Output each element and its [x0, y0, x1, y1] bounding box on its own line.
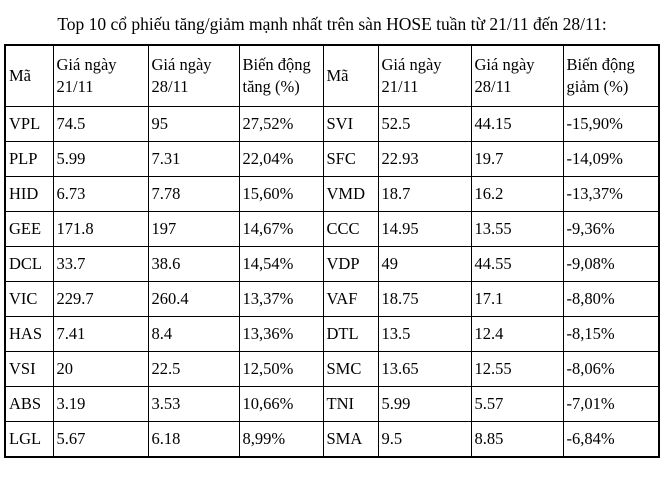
- loser-p1: 52.5: [378, 107, 471, 142]
- table-row: [5, 422, 659, 458]
- gainer-p1: 5.67: [53, 422, 148, 458]
- loser-p1: 22.93: [378, 142, 471, 177]
- table-row: [5, 107, 659, 142]
- loser-p2: 13.55: [471, 212, 563, 247]
- gainer-p1: 33.7: [53, 247, 148, 282]
- gainer-pct: 14,54%: [239, 247, 323, 282]
- gainer-p2: 260.4: [148, 282, 239, 317]
- loser-code: SMA: [323, 422, 378, 458]
- gainer-code: PLP: [5, 142, 53, 177]
- table-row: [5, 247, 659, 282]
- header-row: [5, 45, 659, 107]
- loser-code: DTL: [323, 317, 378, 352]
- loser-p1: 13.5: [378, 317, 471, 352]
- header-price-2811-losers: Giá ngày 28/11: [471, 45, 563, 107]
- loser-p2: 17.1: [471, 282, 563, 317]
- loser-pct: -8,80%: [563, 282, 659, 317]
- gainer-code: HID: [5, 177, 53, 212]
- gainer-p2: 197: [148, 212, 239, 247]
- table-row: [5, 317, 659, 352]
- loser-code: VAF: [323, 282, 378, 317]
- loser-pct: -14,09%: [563, 142, 659, 177]
- gainer-code: ABS: [5, 387, 53, 422]
- gainer-p2: 95: [148, 107, 239, 142]
- gainer-p1: 74.5: [53, 107, 148, 142]
- gainer-pct: 13,37%: [239, 282, 323, 317]
- gainer-pct: 27,52%: [239, 107, 323, 142]
- table-row: [5, 282, 659, 317]
- loser-p2: 12.55: [471, 352, 563, 387]
- gainer-pct: 13,36%: [239, 317, 323, 352]
- gainer-pct: 8,99%: [239, 422, 323, 458]
- header-code-losers: Mã: [323, 45, 378, 107]
- loser-p1: 49: [378, 247, 471, 282]
- loser-p2: 8.85: [471, 422, 563, 458]
- loser-p2: 44.55: [471, 247, 563, 282]
- gainer-p1: 5.99: [53, 142, 148, 177]
- loser-p1: 5.99: [378, 387, 471, 422]
- loser-p1: 9.5: [378, 422, 471, 458]
- loser-p2: 44.15: [471, 107, 563, 142]
- loser-pct: -13,37%: [563, 177, 659, 212]
- gainer-p1: 7.41: [53, 317, 148, 352]
- gainer-p2: 7.31: [148, 142, 239, 177]
- loser-p1: 13.65: [378, 352, 471, 387]
- table-row: [5, 177, 659, 212]
- loser-code: SVI: [323, 107, 378, 142]
- table-row: [5, 142, 659, 177]
- loser-p2: 19.7: [471, 142, 563, 177]
- loser-code: VDP: [323, 247, 378, 282]
- gainer-pct: 22,04%: [239, 142, 323, 177]
- gainer-pct: 14,67%: [239, 212, 323, 247]
- loser-code: TNI: [323, 387, 378, 422]
- gainer-p2: 6.18: [148, 422, 239, 458]
- gainer-pct: 12,50%: [239, 352, 323, 387]
- loser-pct: -7,01%: [563, 387, 659, 422]
- loser-p2: 5.57: [471, 387, 563, 422]
- gainer-p2: 8.4: [148, 317, 239, 352]
- loser-pct: -15,90%: [563, 107, 659, 142]
- gainer-p2: 38.6: [148, 247, 239, 282]
- table-header: [5, 45, 659, 107]
- table-row: [5, 352, 659, 387]
- gainer-p2: 3.53: [148, 387, 239, 422]
- loser-p2: 12.4: [471, 317, 563, 352]
- loser-pct: -8,15%: [563, 317, 659, 352]
- header-price-2111-gainers: Giá ngày 21/11: [53, 45, 148, 107]
- loser-p2: 16.2: [471, 177, 563, 212]
- loser-code: SFC: [323, 142, 378, 177]
- gainer-code: VIC: [5, 282, 53, 317]
- table-body: [5, 107, 659, 458]
- gainer-p1: 20: [53, 352, 148, 387]
- page-title: Top 10 cổ phiếu tăng/giảm mạnh nhất trên sàn HOSE tuần từ 21/11 đến 28/11:: [57, 14, 607, 34]
- gainer-code: HAS: [5, 317, 53, 352]
- gainer-p1: 171.8: [53, 212, 148, 247]
- gainer-code: VPL: [5, 107, 53, 142]
- stock-movers-table: [4, 44, 660, 458]
- table-row: [5, 387, 659, 422]
- gainer-p1: 6.73: [53, 177, 148, 212]
- gainer-p1: 3.19: [53, 387, 148, 422]
- loser-p1: 14.95: [378, 212, 471, 247]
- loser-code: VMD: [323, 177, 378, 212]
- loser-code: SMC: [323, 352, 378, 387]
- loser-code: CCC: [323, 212, 378, 247]
- gainer-p1: 229.7: [53, 282, 148, 317]
- loser-pct: -6,84%: [563, 422, 659, 458]
- table-row: [5, 212, 659, 247]
- gainer-code: VSI: [5, 352, 53, 387]
- loser-pct: -9,36%: [563, 212, 659, 247]
- loser-pct: -8,06%: [563, 352, 659, 387]
- gainer-code: GEE: [5, 212, 53, 247]
- header-change-up-pct: Biến động tăng (%): [239, 45, 323, 107]
- header-change-down-pct: Biến động giảm (%): [563, 45, 659, 107]
- gainer-p2: 22.5: [148, 352, 239, 387]
- gainer-pct: 15,60%: [239, 177, 323, 212]
- gainer-code: LGL: [5, 422, 53, 458]
- header-code-gainers: Mã: [5, 45, 53, 107]
- gainer-p2: 7.78: [148, 177, 239, 212]
- loser-p1: 18.7: [378, 177, 471, 212]
- gainer-pct: 10,66%: [239, 387, 323, 422]
- gainer-code: DCL: [5, 247, 53, 282]
- header-price-2111-losers: Giá ngày 21/11: [378, 45, 471, 107]
- loser-p1: 18.75: [378, 282, 471, 317]
- header-price-2811-gainers: Giá ngày 28/11: [148, 45, 239, 107]
- loser-pct: -9,08%: [563, 247, 659, 282]
